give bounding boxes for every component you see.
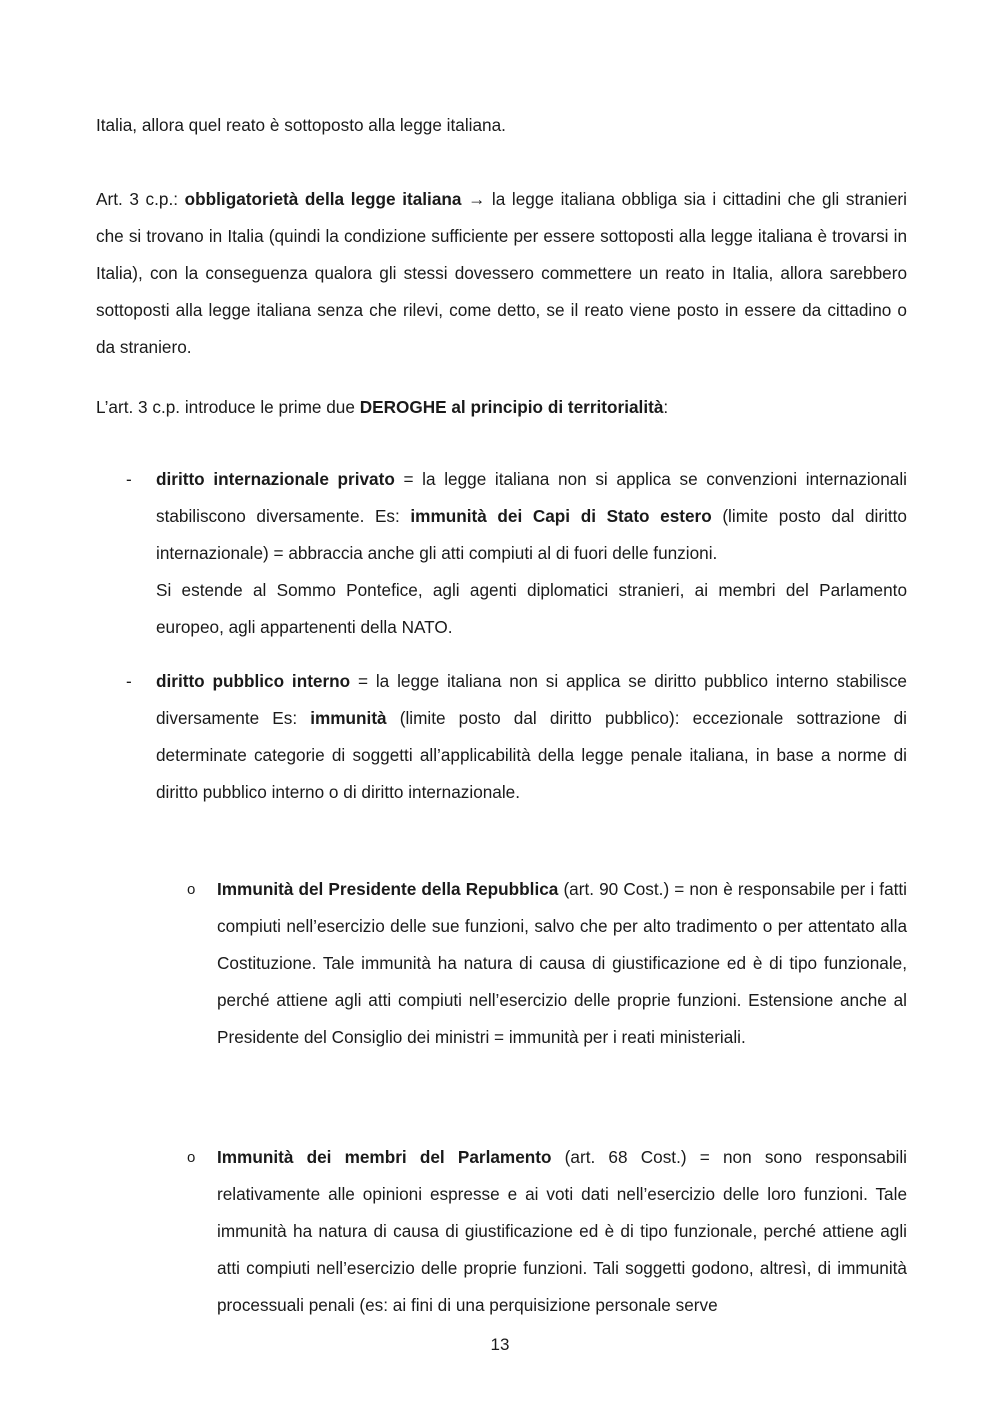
dash-bullet: - [126, 469, 132, 489]
list-item-text: = la legge italiana non si applica se diritto pubblico interno stabilisce diversamente Es: [156, 671, 907, 728]
paragraph-continuation [96, 107, 907, 144]
page-number: 13 [490, 1335, 510, 1354]
circle-bullet: o [187, 881, 196, 898]
paragraph-text: : [663, 397, 669, 417]
bold-term: obbligatorietà della legge italiana [184, 189, 462, 209]
list-item-diritto-internazionale-privato [156, 461, 907, 646]
bold-term: DEROGHE al principio di territorialità [359, 397, 664, 417]
paragraph-text: L’art. 3 c.p. introduce le prime due [96, 397, 360, 417]
bold-term: diritto pubblico interno [156, 671, 351, 691]
circle-bullet: o [187, 1149, 196, 1166]
list-item-text: (limite posto dal diritto internazionale) = abbraccia anche gli atti compiuti al di fuori delle funzioni. [156, 506, 907, 563]
bold-term: immunità [310, 708, 387, 728]
paragraph-text: la legge italiana obbliga sia i cittadini che gli stranieri che si trovano in Italia (quindi la condizione sufficiente per essere sottoposti alla legge italiana è trovarsi in Italia), con la conseguenza qualora gli stessi dovessero commettere un reato in Italia, allora sarebbero sottoposti alla legge italiana senza che rilevi, come detto, se il reato viene posto in essere da cittadino o da straniero. [96, 189, 907, 357]
paragraph-text: Art. 3 c.p.: [96, 189, 185, 209]
list-item-diritto-pubblico-interno [156, 663, 907, 811]
dash-bullet: - [126, 671, 132, 691]
sub-item-membri-parlamento [217, 1139, 907, 1324]
bold-term: Immunità del Presidente della Repubblica [217, 879, 559, 899]
paragraph-text: Italia, allora quel reato è sottoposto alla legge italiana. [96, 115, 506, 135]
sub-item-text: (art. 90 Cost.) = non è responsabile per i fatti compiuti nell’esercizio delle sue funzioni, salvo che per alto tradimento o per attentato alla Costituzione. Tale immunità ha natura di causa di giustificazione ed è di tipo funzionale, perché attiene agli atti compiuti nell’esercizio delle proprie funzioni. Estensione anche al Presidente del Consiglio dei ministri = immunità per i reati ministeriali. [217, 879, 907, 1047]
sub-item-presidente-repubblica [217, 871, 907, 1056]
bold-term: diritto internazionale privato [156, 469, 395, 489]
sub-item-text: (art. 68 Cost.) = non sono responsabili relativamente alle opinioni espresse e ai voti dati nell’esercizio delle loro funzioni. Tale immunità ha natura di causa di giustificazione ed è di tipo funzionale, perché attiene agli atti compiuti nell’esercizio delle proprie funzioni. Tali soggetti godono, altresì, di immunità processuali penali (es: ai fini di una perquisizione personale serve [217, 1147, 907, 1315]
paragraph-art3 [96, 181, 907, 366]
bold-term: Immunità dei membri del Parlamento [217, 1147, 552, 1167]
paragraph-deroghe [96, 389, 907, 426]
arrow-icon: → [461, 189, 492, 209]
list-item-text: Si estende al Sommo Pontefice, agli agenti diplomatici stranieri, ai membri del Parlamento europeo, agli appartenenti della NATO. [156, 580, 907, 637]
list-item-text: (limite posto dal diritto pubblico): eccezionale sottrazione di determinate categorie di soggetti all’applicabilità della legge penale italiana, in base a norme di diritto pubblico interno o di diritto internazionale. [156, 708, 908, 802]
list-item-text: = la legge italiana non si applica se convenzioni internazionali stabiliscono diversamente. Es: [156, 469, 907, 526]
bold-term: immunità dei Capi di Stato estero [410, 506, 712, 526]
